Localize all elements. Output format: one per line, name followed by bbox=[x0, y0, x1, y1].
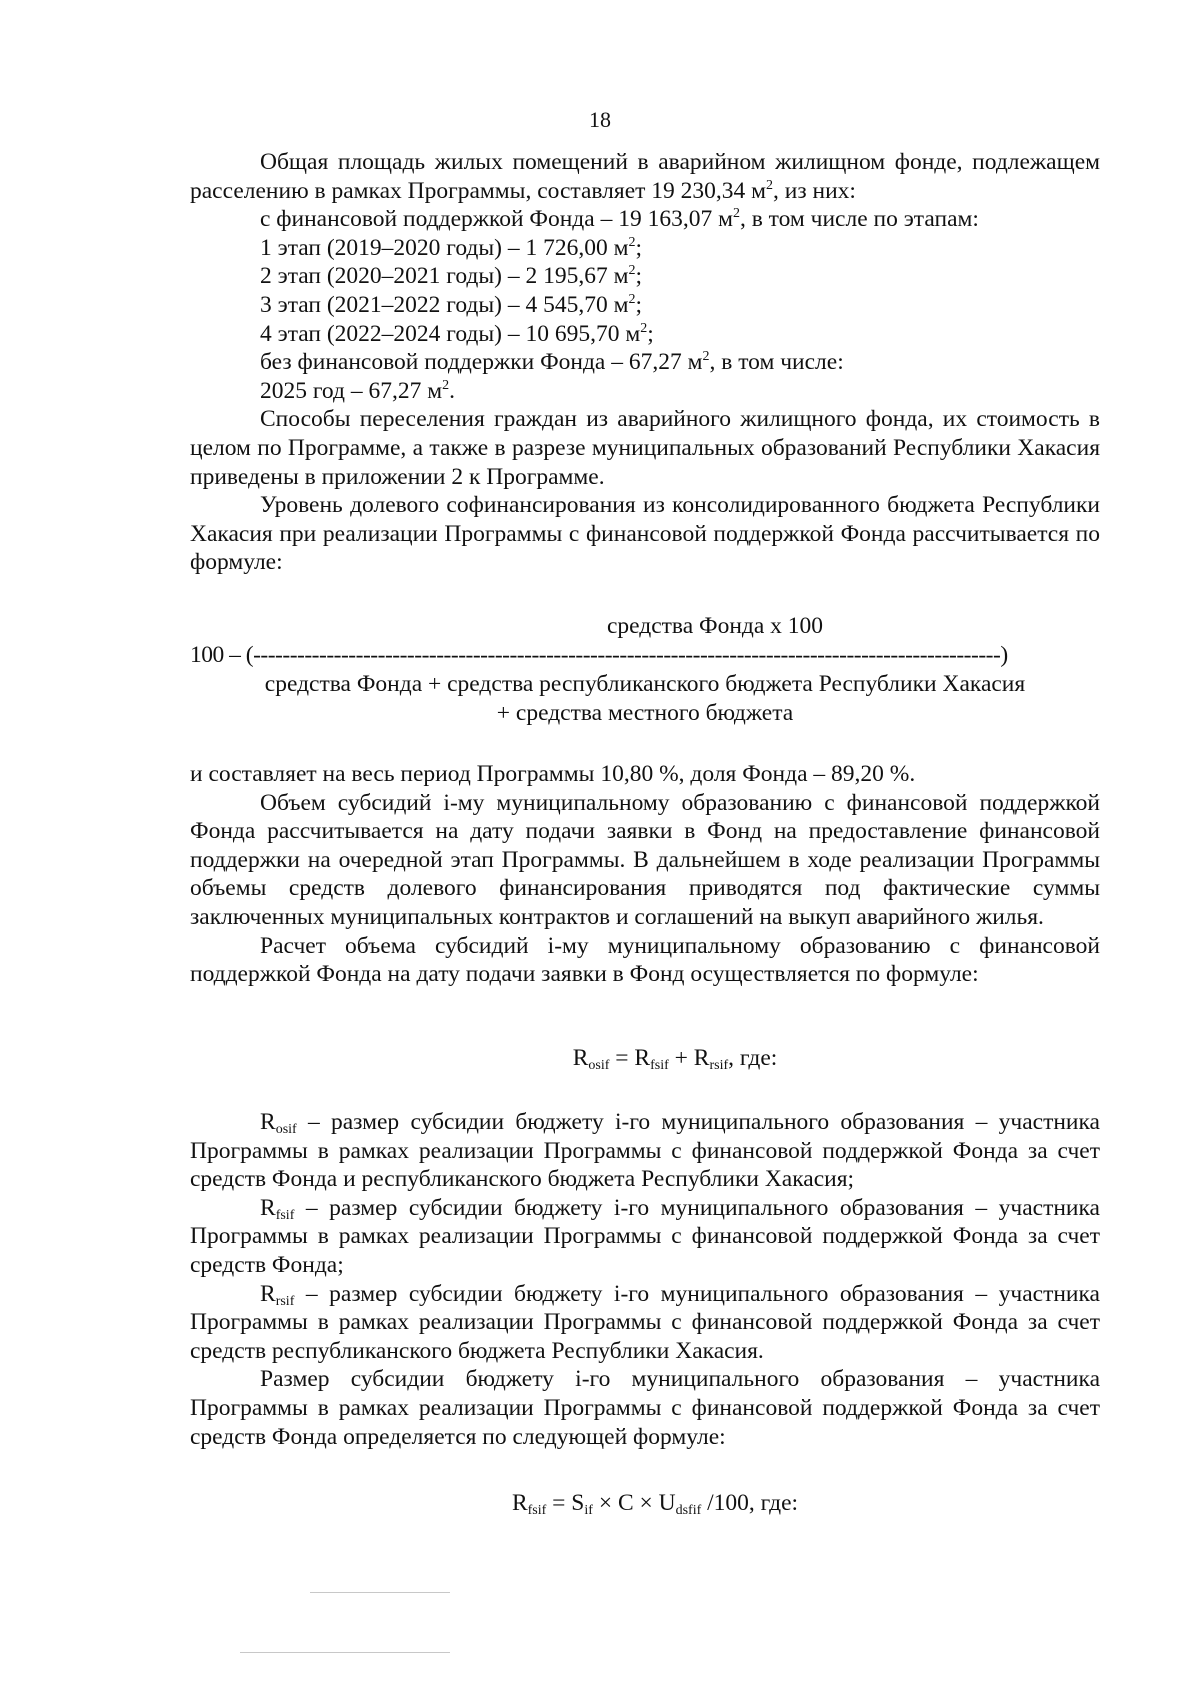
year-2025-line: 2025 год – 67,27 $м^2$. bbox=[260, 377, 455, 404]
definition-rfsif: $R_{fsif}$ – размер субсидии бюджету i-го муниципального образования – участника Программы в рамках реализации Программы с финансовой поддержкой Фонда за счет средств Фонда; bbox=[190, 1194, 1100, 1278]
page-number: 18 bbox=[589, 107, 611, 132]
calc-paragraph: Расчет объема субсидий i-му муниципальному образованию с финансовой поддержкой Фонда на дату подачи заявки в Фонд осуществляется по формуле: bbox=[190, 932, 1100, 988]
scan-artifact bbox=[240, 1652, 450, 1653]
area-intro-paragraph: Общая площадь жилых помещений в аварийном жилищном фонде, подлежащем расселению в рамках Программы, составляет 19 230,34 $м^2$, из них: bbox=[190, 149, 1100, 204]
formula-numerator: средства Фонда х 100 bbox=[606, 613, 824, 639]
level-paragraph: Уровень долевого софинансирования из консолидированного бюджета Республики Хакасия при реализации Программы с финансовой поддержкой Фонда рассчитывается по формуле: bbox=[190, 492, 1100, 576]
definition-rrsif: $R_{rsif}$ – размер субсидии бюджету i-го муниципального образования – участника Программы в рамках реализации Программы с финансовой поддержкой Фонда за счет средств республиканского бюджета Республики Хакасия. bbox=[190, 1280, 1100, 1364]
size-paragraph: Размер субсидии бюджету i-го муниципального образования – участника Программы в рамках реализации Программы с финансовой поддержкой Фонда за счет средств Фонда определяется по следующей формуле: bbox=[190, 1366, 1100, 1450]
volume-paragraph: Объем субсидий i-му муниципальному образованию с финансовой поддержкой Фонда рассчитывается на дату подачи заявки в Фонд на предоставление финансовой поддержки на очередной этап Программы. В дальнейшем в ходе реализации Программы объемы средств долевого финансирования приводятся под фактические суммы заключенных муниципальных контрактов и соглашений на выкуп аварийного жилья. bbox=[190, 789, 1100, 930]
stage-line: 2 этап (2020–2021 годы) – 2 195,67 $м^2$; bbox=[260, 263, 643, 290]
with-support-line: с финансовой поддержкой Фонда – 19 163,07 $м^2$, в том числе по этапам: bbox=[260, 206, 979, 233]
subsidy-section bbox=[190, 760, 1100, 989]
rosif-formula: $R_{osif} = R_{fsif} + R_{rsif}$, где: bbox=[572, 1045, 778, 1073]
definition-rosif: $R_{osif}$ – размер субсидии бюджету i-го муниципального образования – участника Программы в рамках реализации Программы с финансовой поддержкой Фонда за счет средств Фонда и республиканского бюджета Республики Хакасия; bbox=[190, 1109, 1100, 1193]
methods-paragraph: Способы переселения граждан из аварийного жилищного фонда, их стоимость в целом по Программе, а также в разрезе муниципальных образований Республики Хакасия приведены в приложении 2 к Программе. bbox=[190, 406, 1100, 490]
definitions-section bbox=[190, 1108, 1100, 1451]
formula-denominator-cont: + средства местного бюджета bbox=[496, 700, 794, 726]
area-section bbox=[190, 148, 1100, 577]
rfsif-formula: $R_{fsif} = S_{if} \times C \times U_{dsfif}$ /100, где: bbox=[511, 1490, 799, 1518]
without-support-line: без финансовой поддержки Фонда – 67,27 $м^2$, в том числе: bbox=[260, 349, 844, 376]
cofinancing-formula bbox=[190, 612, 1100, 728]
result-paragraph: и составляет на весь период Программы 10,80 %, доля Фонда – 89,20 %. bbox=[190, 761, 916, 787]
formula-denominator: средства Фонда + средства республиканского бюджета Республики Хакасия bbox=[264, 671, 1026, 697]
scan-artifact bbox=[310, 1592, 450, 1593]
stage-line: 1 этап (2019–2020 годы) – 1 726,00 $м^2$; bbox=[260, 234, 643, 261]
stage-line: 4 этап (2022–2024 годы) – 10 695,70 $м^2$; bbox=[260, 320, 654, 347]
formula-fraction-line: 100 – (------------------------------------------------------------------------------------------------------) bbox=[190, 642, 1008, 668]
stage-line: 3 этап (2021–2022 годы) – 4 545,70 $м^2$; bbox=[260, 291, 643, 318]
